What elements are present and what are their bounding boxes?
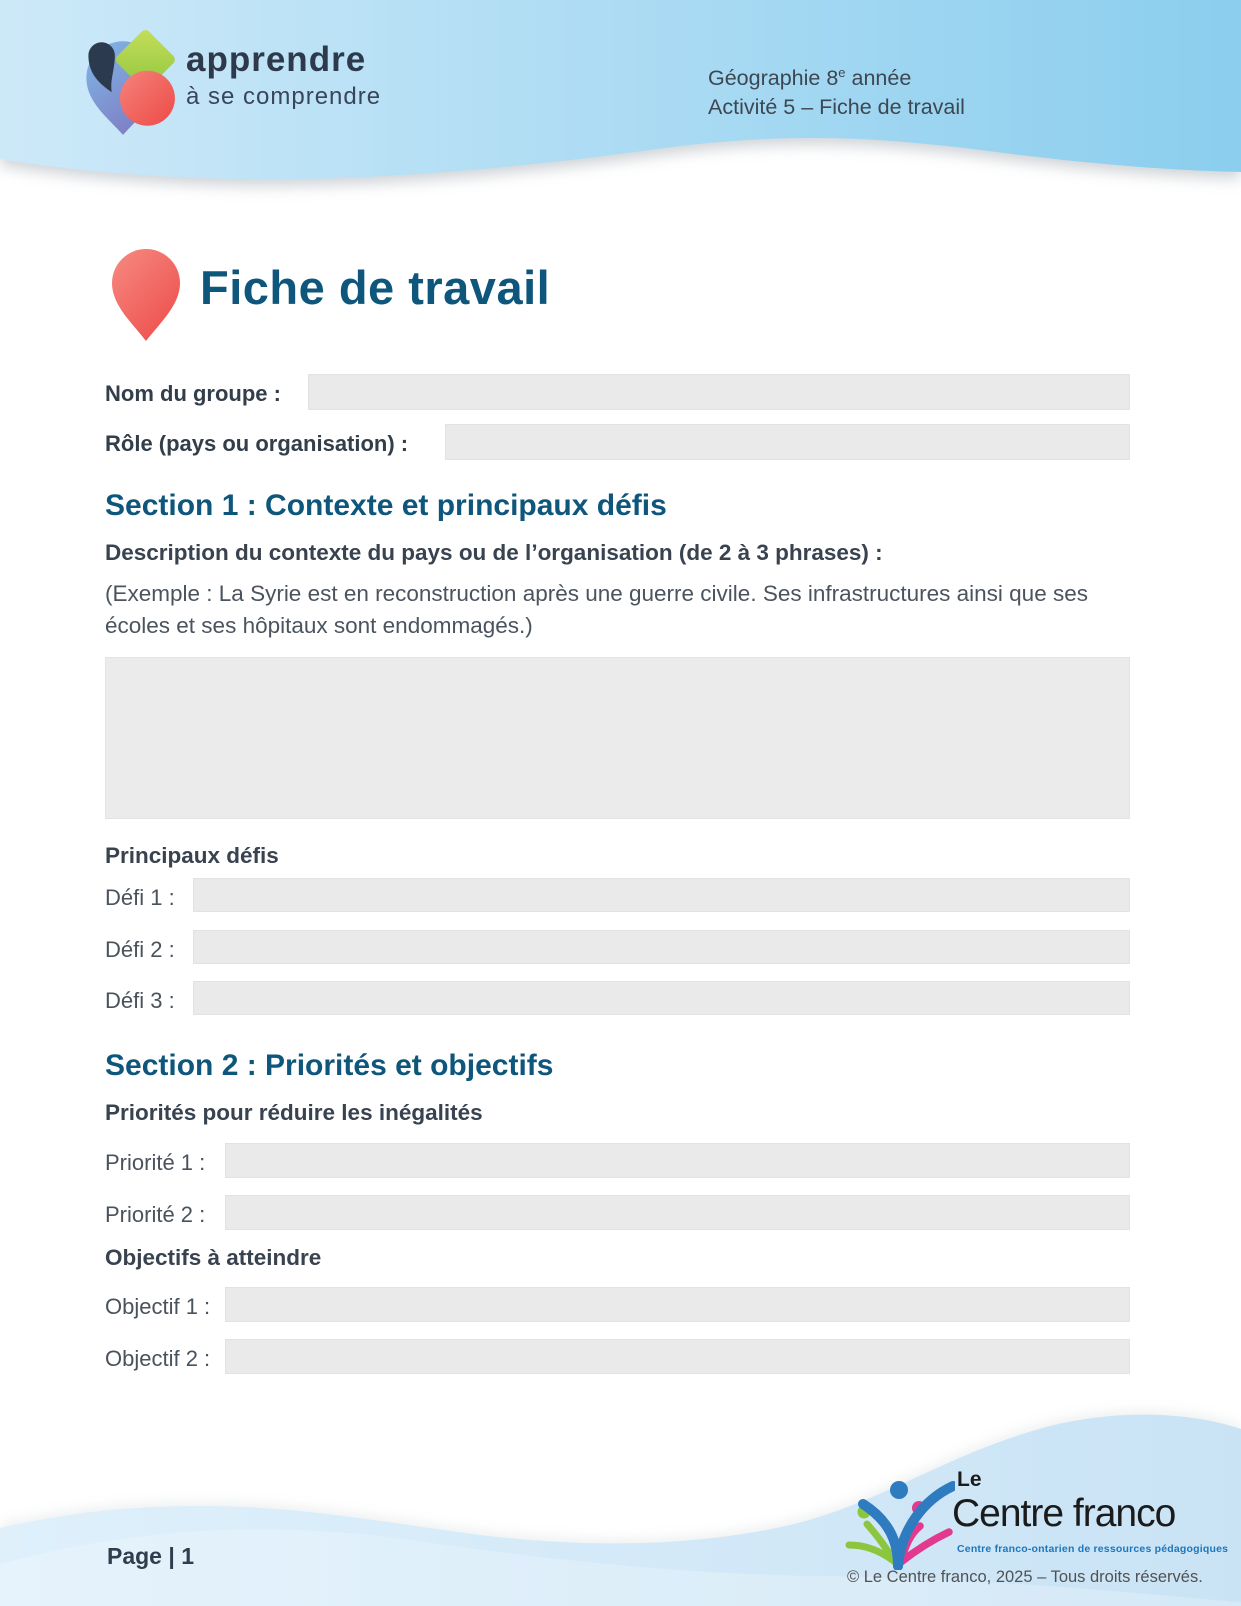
location-pin-icon	[104, 241, 188, 343]
apprendre-logo-icon	[66, 26, 180, 142]
brand-name	[186, 40, 381, 111]
course-name: Géographie 8e année	[708, 65, 912, 91]
course-grade-superscript: e	[838, 65, 846, 80]
brand-line2: à se comprendre	[186, 83, 382, 110]
priorities-heading: Priorités pour réduire les inégalités	[105, 1100, 483, 1125]
centre-franco-name: Centre franco	[952, 1492, 1176, 1535]
context-textarea[interactable]	[105, 657, 1130, 819]
centre-franco-tagline: Centre franco-ontarien de ressources pédagogiques	[957, 1543, 1229, 1555]
apprendre-logo	[66, 26, 381, 142]
objective-1-input[interactable]	[225, 1287, 1130, 1322]
group-name-label: Nom du groupe :	[105, 381, 281, 406]
challenge-3-label: Défi 3 :	[105, 988, 175, 1013]
priority-2-label: Priorité 2 :	[105, 1202, 206, 1227]
section-1-heading: Section 1 : Contexte et principaux défis	[105, 489, 667, 522]
role-label: Rôle (pays ou organisation) :	[105, 431, 409, 456]
objectives-heading: Objectifs à atteindre	[105, 1245, 322, 1270]
course-info	[708, 58, 965, 122]
challenge-3-input[interactable]	[193, 981, 1130, 1015]
copyright-text: © Le Centre franco, 2025 – Tous droits réservés.	[847, 1568, 1203, 1586]
objective-2-label: Objectif 2 :	[105, 1346, 211, 1371]
role-input[interactable]	[445, 424, 1130, 460]
challenge-2-input[interactable]	[193, 930, 1130, 964]
challenge-1-label: Défi 1 :	[105, 885, 175, 910]
challenge-2-label: Défi 2 :	[105, 937, 175, 962]
brand-line1: apprendre	[186, 40, 367, 79]
page-title: Fiche de travail	[200, 261, 551, 314]
page-number: Page | 1	[107, 1543, 194, 1569]
group-name-input[interactable]	[308, 374, 1130, 410]
header-banner	[0, 0, 1241, 210]
description-label: Description du contexte du pays ou de l’organisation (de 2 à 3 phrases) :	[105, 540, 883, 565]
objective-1-label: Objectif 1 :	[105, 1294, 211, 1319]
objective-2-input[interactable]	[225, 1339, 1130, 1374]
example-text: (Exemple : La Syrie est en reconstruction après une guerre civile. Ses infrastructures ainsi que ses écoles et ses hôpitaux sont endommagés.)	[105, 581, 1088, 638]
challenges-heading: Principaux défis	[105, 843, 279, 868]
priority-1-input[interactable]	[225, 1143, 1130, 1178]
activity-name: Activité 5 – Fiche de travail	[708, 95, 965, 120]
challenge-1-input[interactable]	[193, 878, 1130, 912]
priority-2-input[interactable]	[225, 1195, 1130, 1230]
centre-franco-logo-icon	[843, 1474, 955, 1570]
priority-1-label: Priorité 1 :	[105, 1150, 206, 1175]
section-2-heading: Section 2 : Priorités et objectifs	[105, 1049, 554, 1082]
centre-franco-le: Le	[957, 1468, 982, 1491]
